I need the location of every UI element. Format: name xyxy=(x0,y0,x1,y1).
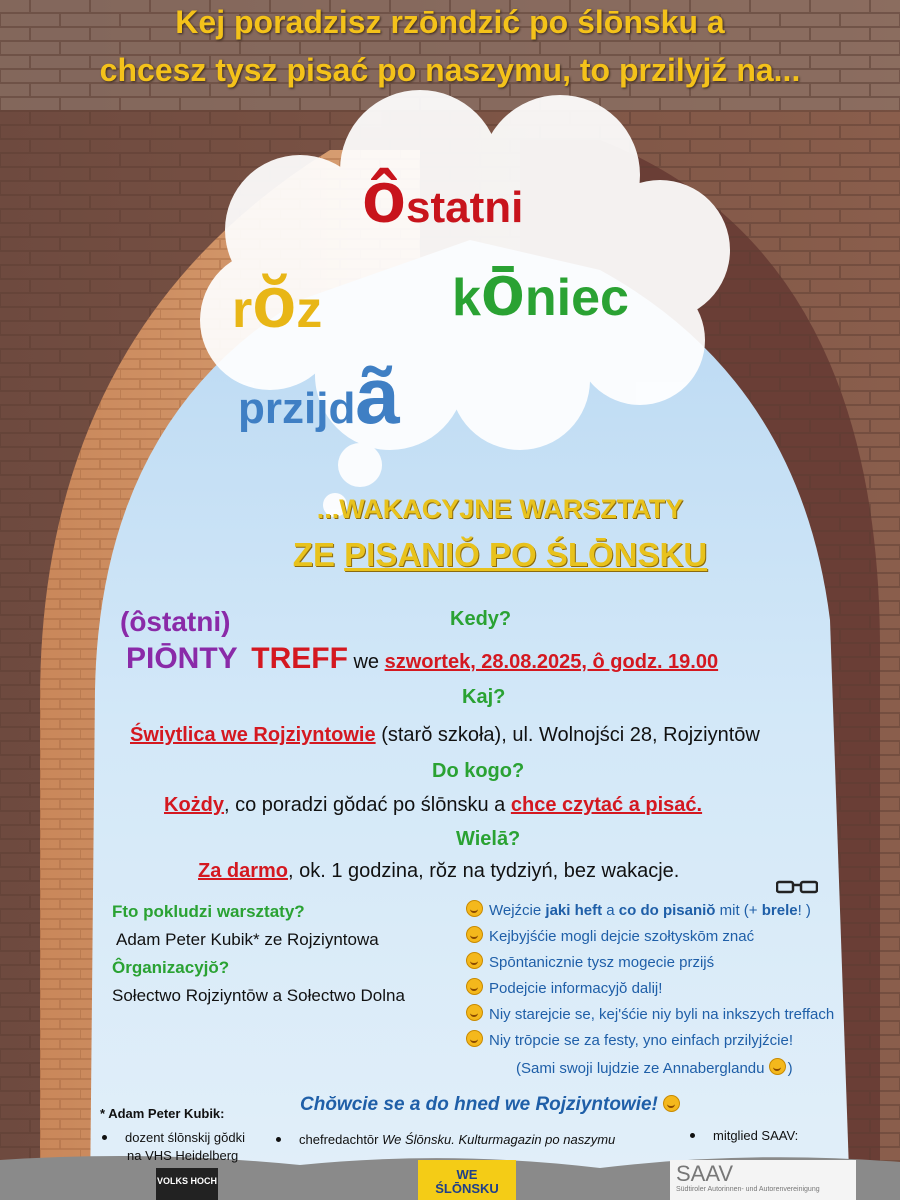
author-item-1-line-2: na VHS Heidelberg xyxy=(127,1148,239,1163)
ostatni-label: (ôstatni) xyxy=(120,606,231,637)
tip-item-5: Niy starejcie se, kej'śćie niy byli na inkszych treffach xyxy=(466,1004,834,1023)
author-item-2: chefredachtōr We Ślōnsku. Kulturmagazin po naszymu xyxy=(276,1132,615,1147)
title-line-1: ...WAKACYJNE WARSZTATY xyxy=(316,494,684,524)
header-line-1: Kej poradzisz rzōndzić po ślōnsku a xyxy=(175,4,725,40)
tips-note: (Sami swoji lujdzie ze Annaberglandu ) xyxy=(516,1060,793,1077)
glasses-icon xyxy=(776,880,818,894)
event-cost-line: Za darmo, ok. 1 godzina, rŏz na tydziyń, bez wakacje. xyxy=(198,860,680,882)
question-where: Kaj? xyxy=(462,686,506,708)
smile-icon xyxy=(466,1004,483,1021)
event-who-line: Kożdy, co poradzi gŏdać po ślōnsku a chce czytać a pisać. xyxy=(164,794,703,816)
saav-logo: SAAV Südtiroler Autorinnen- und Autorenvereinigung xyxy=(670,1160,856,1200)
event-where-line: Świytlica we Rojziyntowie (starŏ szkoła), ul. Wolnojści 28, Rojziyntōw xyxy=(130,724,760,746)
tip-item-4: Podejcie informacyjŏ dalij! xyxy=(466,978,662,997)
cloud-word-ostatni: ôstatni xyxy=(362,158,524,238)
tip-item-6: Niy trōpcie se za festy, yno einfach przilyjźcie! xyxy=(466,1030,793,1049)
question-who: Do kogo? xyxy=(432,760,525,782)
we-slonsku-logo: WE ŚLŌNSKU xyxy=(418,1160,516,1200)
question-cost: Wielā? xyxy=(456,828,521,850)
tip-item-2: Kejbyjśćie mogli dejcie szołtyskōm znać xyxy=(466,926,754,945)
author-heading: * Adam Peter Kubik: xyxy=(100,1106,225,1121)
author-item-3: mitglied SAAV: xyxy=(690,1128,798,1143)
event-when-line: PIŌNTY TREFF we szwortek, 28.08.2025, ô godz. 19.00 xyxy=(126,642,719,675)
header-line-2: chcesz tysz pisać po naszymu, to przilyjź na... xyxy=(99,52,801,88)
cloud-word-koniec: kōniec xyxy=(452,251,629,331)
title-line-2: ZE PISANIŎ PO ŚLŌNSKU xyxy=(292,536,708,573)
smile-icon xyxy=(466,952,483,969)
leader-name: Adam Peter Kubik* ze Rojziyntowa xyxy=(116,930,379,949)
bullet-dot xyxy=(276,1137,281,1142)
question-organization: Ôrganizacyjŏ? xyxy=(112,958,230,977)
tip-item-3: Spōntanicznie tysz mogecie przijś xyxy=(466,952,714,971)
cloud-word-roz: rŏz xyxy=(232,263,323,343)
smile-icon xyxy=(663,1095,680,1112)
closing-line: Chŏwcie se a do hned we Rojziyntowie! xyxy=(300,1094,686,1116)
tip-item-1: Wejźcie jaki heft a co do pisaniŏ mit (+ brele! ) xyxy=(466,900,811,919)
author-item-1: dozent ślōnskij gŏdki xyxy=(102,1130,245,1145)
smile-icon xyxy=(466,900,483,917)
smile-icon xyxy=(466,926,483,943)
smile-icon xyxy=(466,1030,483,1047)
smile-icon xyxy=(466,978,483,995)
vhs-logo: VOLKS HOCH xyxy=(156,1168,218,1200)
question-when: Kedy? xyxy=(450,608,512,630)
smile-icon xyxy=(769,1058,786,1075)
question-leader: Fto pokludzi warsztaty? xyxy=(112,902,305,921)
bullet-dot xyxy=(690,1133,695,1138)
bullet-dot xyxy=(102,1135,107,1140)
organization-name: Sołectwo Rojziyntōw a Sołectwo Dolna xyxy=(112,986,405,1005)
cloud-word-przijda: przijdã xyxy=(238,351,400,440)
